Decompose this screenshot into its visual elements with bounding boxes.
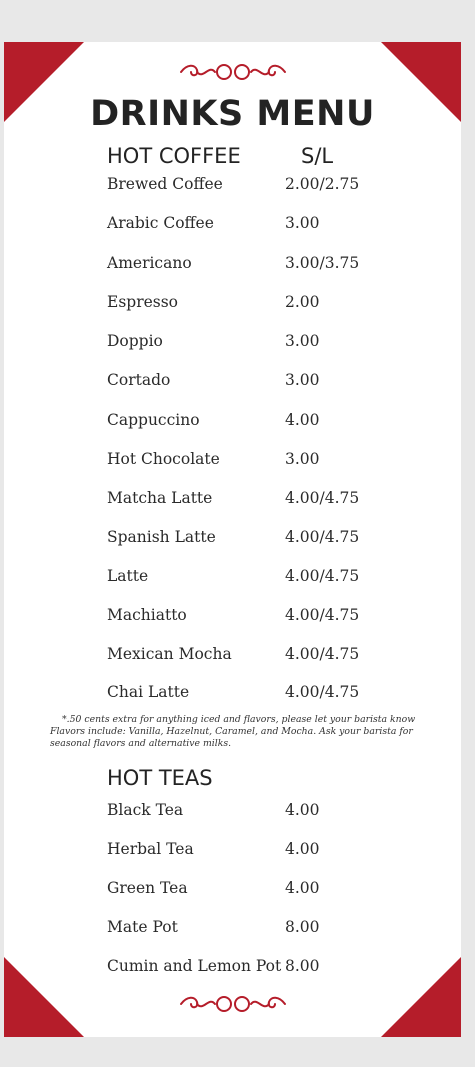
item-price: 4.00/4.75 xyxy=(285,489,360,507)
item-name: Chai Latte xyxy=(107,683,190,701)
item-price: 4.00 xyxy=(285,411,320,429)
list-item xyxy=(4,683,461,707)
item-price: 8.00 xyxy=(285,918,320,936)
item-name: Arabic Coffee xyxy=(107,214,214,232)
item-price: 3.00 xyxy=(285,450,320,468)
item-price: 4.00/4.75 xyxy=(285,645,360,663)
list-item xyxy=(4,332,461,356)
item-name: Spanish Latte xyxy=(107,528,216,546)
item-price: 4.00/4.75 xyxy=(285,528,360,546)
list-item xyxy=(4,371,461,395)
item-name: Cappuccino xyxy=(107,411,200,429)
list-item xyxy=(4,801,461,825)
list-item xyxy=(4,645,461,669)
list-item xyxy=(4,293,461,317)
menu-page xyxy=(4,42,461,1037)
list-item xyxy=(4,957,461,981)
item-name: Doppio xyxy=(107,332,163,350)
item-price: 8.00 xyxy=(285,957,320,975)
list-item xyxy=(4,214,461,238)
list-item xyxy=(4,411,461,435)
item-name: Herbal Tea xyxy=(107,840,194,858)
item-price: 4.00 xyxy=(285,879,320,897)
list-item xyxy=(4,254,461,278)
item-name: Hot Chocolate xyxy=(107,450,220,468)
item-name: Black Tea xyxy=(107,801,184,819)
item-price: 2.00/2.75 xyxy=(285,175,360,193)
flourish-ornament-top xyxy=(177,60,289,84)
item-name: Matcha Latte xyxy=(107,489,213,507)
item-price: 3.00 xyxy=(285,332,320,350)
list-item xyxy=(4,489,461,513)
item-price: 4.00/4.75 xyxy=(285,606,360,624)
item-name: Mexican Mocha xyxy=(107,645,232,663)
item-price: 3.00/3.75 xyxy=(285,254,360,272)
item-price: 3.00 xyxy=(285,214,320,232)
item-name: Cortado xyxy=(107,371,171,389)
item-price: 3.00 xyxy=(285,371,320,389)
list-item xyxy=(4,879,461,903)
list-item xyxy=(4,175,461,199)
item-name: Cumin and Lemon Pot xyxy=(107,957,282,975)
item-price: 4.00 xyxy=(285,840,320,858)
list-item xyxy=(4,840,461,864)
list-item xyxy=(4,450,461,474)
flourish-ornament-bottom xyxy=(177,992,289,1016)
list-item xyxy=(4,606,461,630)
menu-title: DRINKS MENU xyxy=(90,94,375,134)
list-item xyxy=(4,528,461,552)
hot-coffee-heading: HOT COFFEE xyxy=(107,144,241,168)
item-price: 4.00/4.75 xyxy=(285,683,360,701)
item-price: 2.00 xyxy=(285,293,320,311)
item-name: Mate Pot xyxy=(107,918,178,936)
size-column-heading: S/L xyxy=(301,144,334,168)
list-item xyxy=(4,918,461,942)
note-line-1: *.50 cents extra for anything iced and flavors, please let your barista know xyxy=(62,714,416,725)
hot-teas-heading: HOT TEAS xyxy=(107,766,213,790)
item-name: Green Tea xyxy=(107,879,188,897)
item-price: 4.00 xyxy=(285,801,320,819)
note-line-2: Flavors include: Vanilla, Hazelnut, Caramel, and Mocha. Ask your barista for seasonal flavors and alternative milks. xyxy=(50,726,413,749)
item-name: Espresso xyxy=(107,293,179,311)
list-item xyxy=(4,567,461,591)
item-price: 4.00/4.75 xyxy=(285,567,360,585)
item-name: Brewed Coffee xyxy=(107,175,223,193)
surcharge-note xyxy=(50,714,422,750)
item-name: Americano xyxy=(107,254,192,272)
item-name: Machiatto xyxy=(107,606,187,624)
item-name: Latte xyxy=(107,567,149,585)
